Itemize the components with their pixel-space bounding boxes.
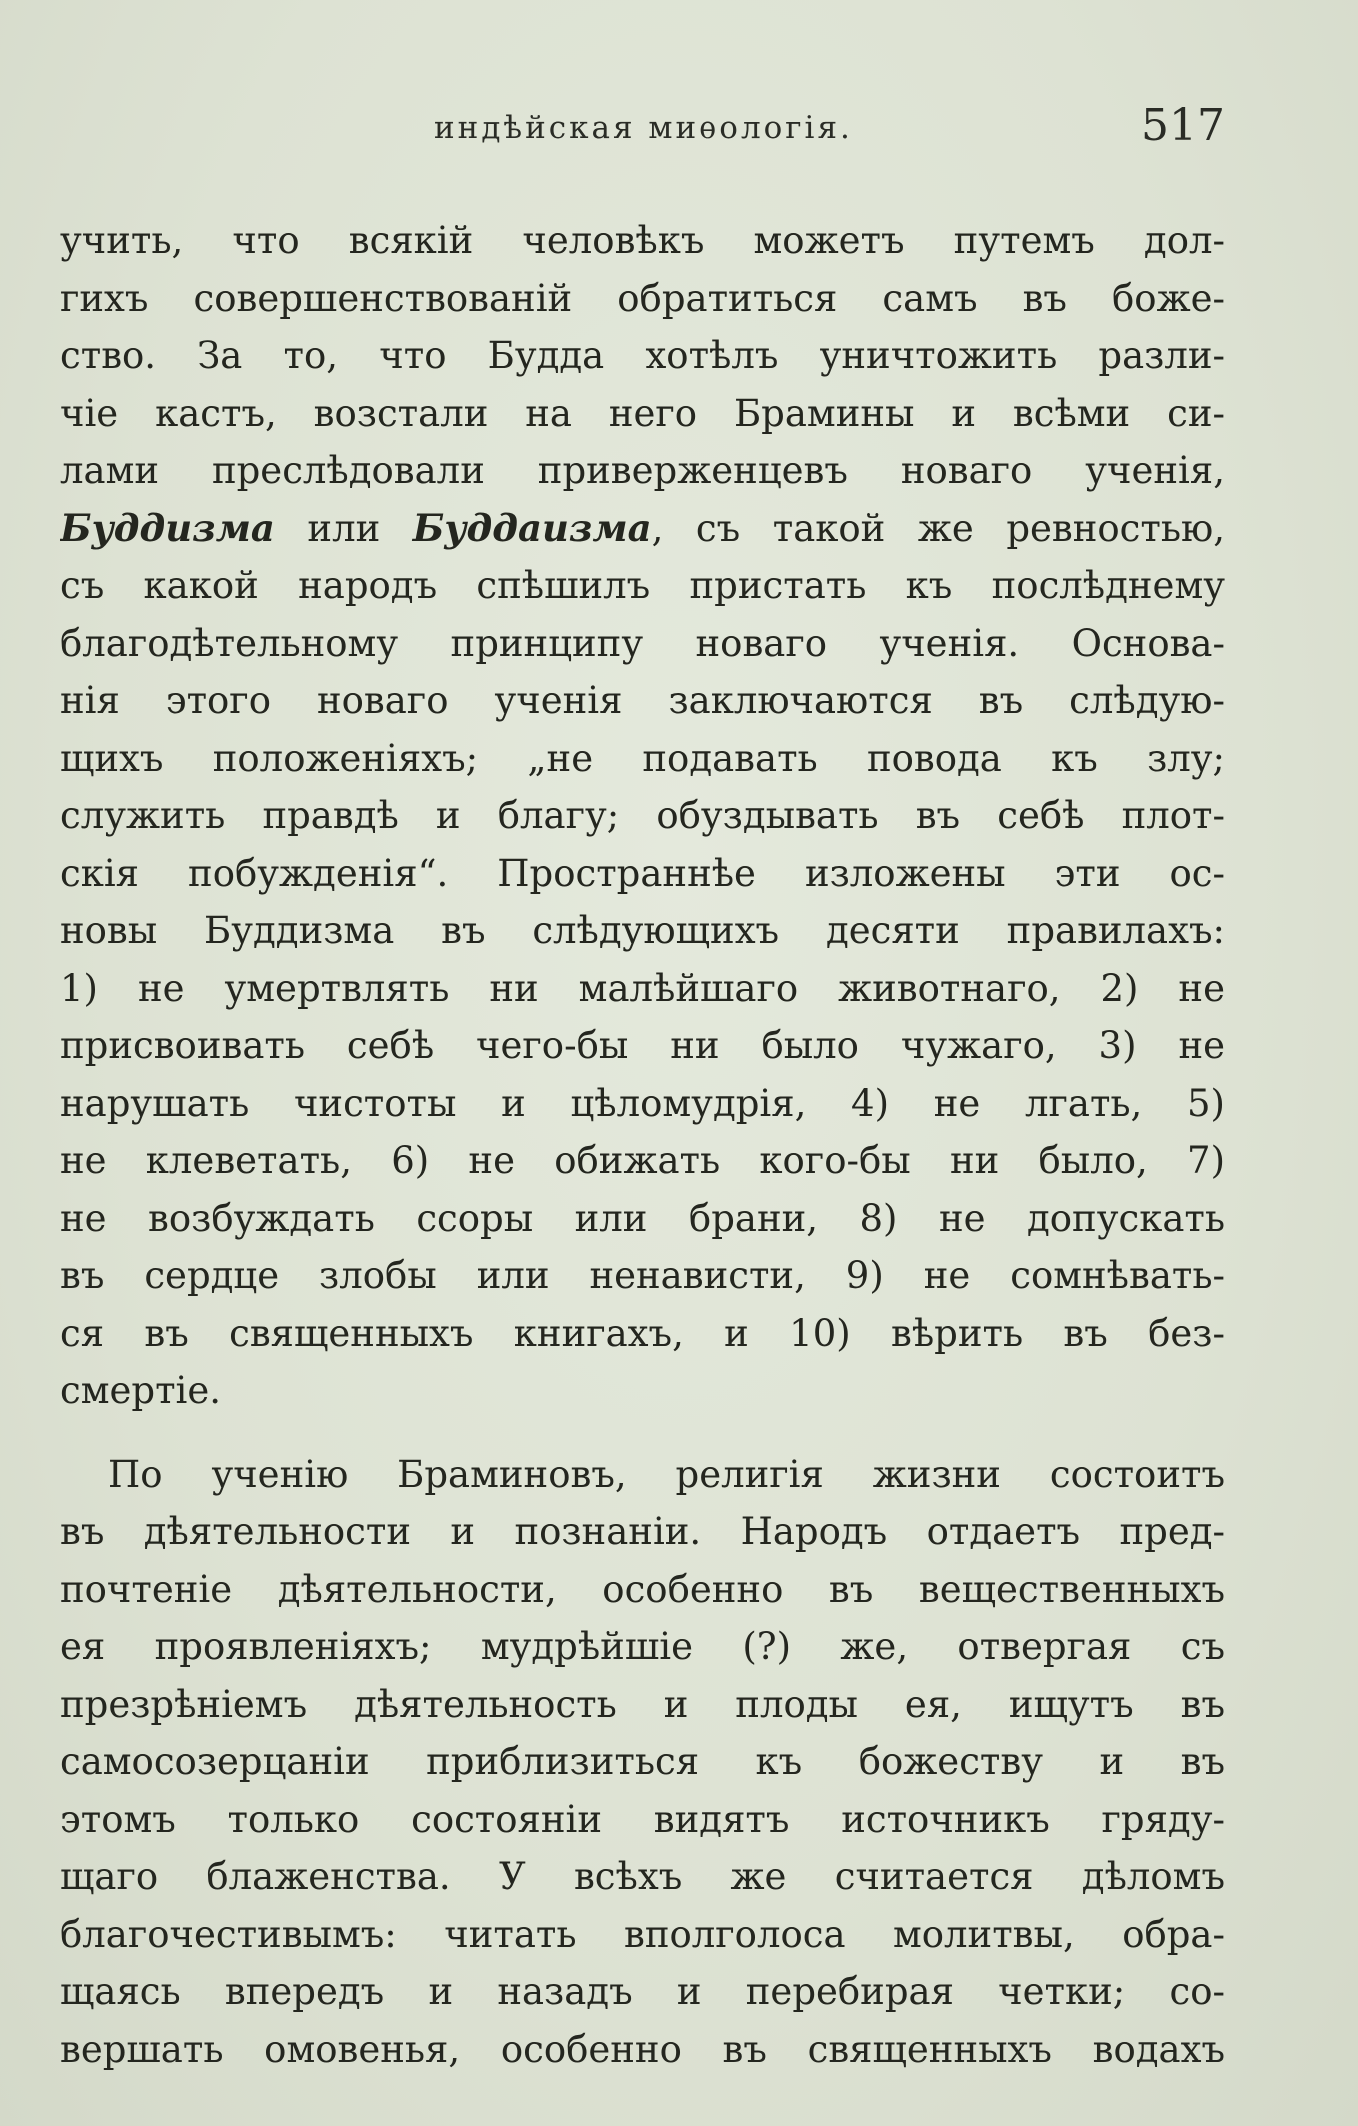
paragraph-1 bbox=[60, 212, 1225, 1420]
text-line: По ученію Браминовъ, религія жизни состоитъ bbox=[108, 1452, 1225, 1496]
text-line: этомъ только состояніи видятъ источникъ гряду- bbox=[60, 1797, 1225, 1841]
body-text bbox=[60, 212, 1225, 2078]
paragraph-2 bbox=[60, 1446, 1225, 2079]
text-line: нарушать чистоты и цѣломудрія, 4) не лгать, 5) bbox=[60, 1081, 1225, 1125]
text-fragment: или bbox=[274, 506, 413, 550]
text-line: ся въ священныхъ книгахъ, и 10) вѣрить въ без- bbox=[60, 1311, 1225, 1355]
running-title: индѣйская миѳологія. bbox=[434, 110, 853, 146]
text-line: презрѣніемъ дѣятельность и плоды ея, ищутъ въ bbox=[60, 1682, 1225, 1726]
text-line: не возбуждать ссоры или брани, 8) не допускать bbox=[60, 1196, 1225, 1240]
text-line: въ сердце злобы или ненависти, 9) не сомнѣвать- bbox=[60, 1254, 1225, 1297]
paragraph-spacing bbox=[60, 1420, 1225, 1446]
text-line: щаясь впередъ и назадъ и перебирая четки; со- bbox=[60, 1970, 1225, 2013]
text-line: щаго блаженства. У всѣхъ же считается дѣломъ bbox=[60, 1855, 1225, 1898]
text-line: гихъ совершенствованій обратиться самъ въ боже- bbox=[60, 276, 1225, 320]
text-line: присвоивать себѣ чего-бы ни было чужаго, 3) не bbox=[60, 1024, 1225, 1067]
text-line: почтеніе дѣятельности, особенно въ вещественныхъ bbox=[60, 1567, 1225, 1611]
text-line: лами преслѣдовали приверженцевъ новаго ученія, bbox=[60, 449, 1225, 492]
text-line: благочестивымъ: читать вполголоса молитвы, обра- bbox=[60, 1912, 1225, 1956]
text-line: скія побужденія“. Пространнѣе изложены эти ос- bbox=[60, 851, 1225, 895]
text-line: съ какой народъ спѣшилъ пристать къ послѣднему bbox=[60, 564, 1225, 607]
italic-term-buddizma: Буддизма bbox=[60, 505, 275, 550]
text-line: смертіе. bbox=[60, 1369, 222, 1412]
text-line: ея проявленіяхъ; мудрѣйшіе (?) же, отвергая съ bbox=[60, 1625, 1225, 1668]
text-line: вершать омовенья, особенно въ священныхъ водахъ bbox=[60, 2027, 1225, 2071]
text-fragment: , съ такой же ревностью, bbox=[651, 506, 1225, 550]
text-line: въ дѣятельности и познаніи. Народъ отдаетъ пред- bbox=[60, 1510, 1225, 1553]
text-line: чіе кастъ, возстали на него Брамины и всѣми си- bbox=[60, 391, 1225, 435]
text-line: нія этого новаго ученія заключаются въ слѣдую- bbox=[60, 679, 1225, 722]
text-line: 1) не умертвлять ни малѣйшаго животнаго, 2) не bbox=[60, 966, 1225, 1010]
text-line: служить правдѣ и благу; обуздывать въ себѣ плот- bbox=[60, 794, 1225, 837]
text-line: щихъ положеніяхъ; „не подавать повода къ злу; bbox=[60, 736, 1225, 780]
text-line: ство. За то, что Будда хотѣлъ уничтожить разли- bbox=[60, 334, 1225, 377]
page-header bbox=[60, 100, 1225, 160]
text-line: учить, что всякій человѣкъ можетъ путемъ дол- bbox=[60, 219, 1225, 262]
text-line-with-italics bbox=[60, 500, 1225, 558]
text-line: самосозерцаніи приблизиться къ божеству и въ bbox=[60, 1740, 1225, 1783]
page-number: 517 bbox=[1141, 100, 1225, 151]
text-line: благодѣтельному принципу новаго ученія. Основа- bbox=[60, 621, 1225, 665]
text-line: не клеветать, 6) не обижать кого-бы ни было, 7) bbox=[60, 1139, 1225, 1182]
text-line: новы Буддизма въ слѣдующихъ десяти правилахъ: bbox=[60, 909, 1225, 952]
show-through-text bbox=[440, 36, 1320, 76]
italic-term-buddaizma: Буддаизма bbox=[412, 505, 652, 550]
